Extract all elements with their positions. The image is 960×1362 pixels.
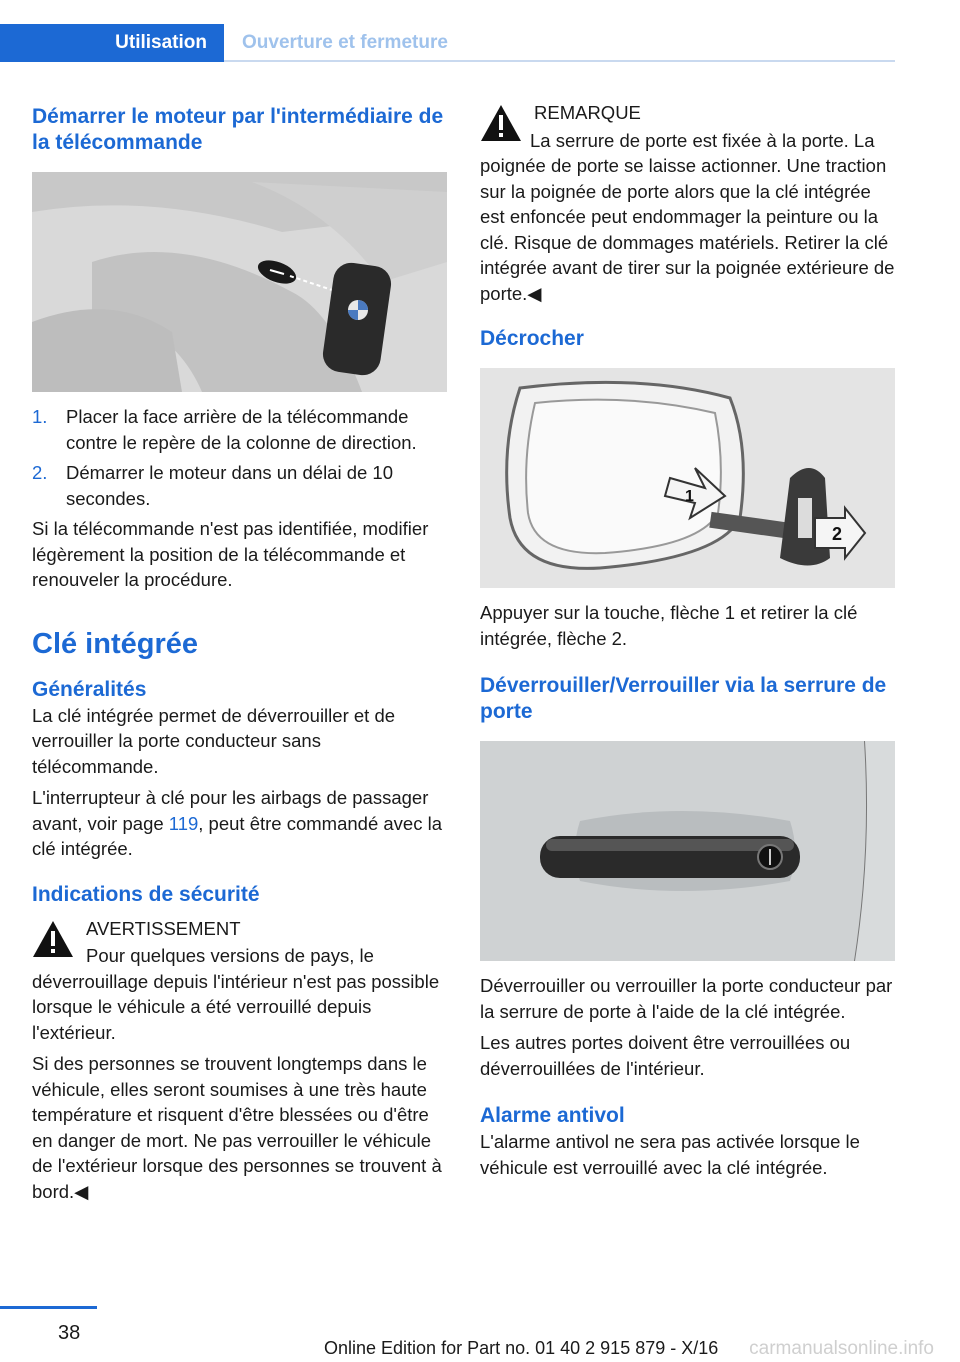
key-steering-column-illustration: [32, 172, 447, 392]
page-number: 38: [58, 1322, 81, 1344]
door-lock-figure: [480, 741, 895, 961]
detach-heading: Décrocher: [480, 327, 584, 350]
door-handle-illustration: [480, 741, 895, 961]
watermark: carmanualsonline.info: [749, 1338, 934, 1359]
arrow-label-2: 2: [832, 524, 843, 544]
list-item: 1. Placer la face arrière de la télécommande contre le repère de la colonne de direction.: [32, 406, 417, 453]
remark-label: REMARQUE: [534, 102, 641, 123]
integrated-key-heading: Clé intégrée: [32, 627, 198, 660]
remote-start-figure: [32, 172, 447, 392]
key-detach-illustration: [480, 368, 895, 588]
detach-paragraph: Appuyer sur la touche, flèche 1 et retirer la clé intégrée, flèche 2.: [480, 602, 858, 649]
warning-triangle-icon: [32, 920, 74, 958]
remote-start-heading: Démarrer le moteur par l'intermédiaire de la télécommande: [32, 105, 444, 154]
remark-block: [480, 100, 895, 306]
tab-utilisation[interactable]: Utilisation: [0, 24, 224, 62]
remark-text: La serrure de porte est fixée à la porte. La poignée de porte se laisse actionner. Une traction sur la poignée de porte alors que la clé intégrée est enfoncée peut endommager la peinture ou la clé. Risque de dommages matériels. Retirer la clé intégrée avant de tirer sur la poignée extérieure de porte.◀: [480, 129, 895, 304]
warning-block: [32, 916, 447, 1205]
warning-triangle-icon: [480, 104, 522, 142]
lock-paragraph-2: Les autres portes doivent être verrouillées ou déverrouillées de l'intérieur.: [480, 1032, 851, 1079]
left-column: [32, 100, 447, 1204]
general-paragraph: La clé intégrée permet de déverrouiller et de verrouiller la porte conducteur sans télécommande.: [32, 704, 396, 777]
warning-text-2: Si des personnes se trouvent longtemps dans le véhicule, elles seront soumises à une très haute température et risquent d'être blessées ou d'être en danger de mort. Ne pas verrouiller le véhicule de l'extérieur lorsque des personnes se trouvent à bord.◀: [32, 1053, 442, 1202]
airbag-paragraph: L'interrupteur à clé pour les airbags de passager avant, voir page 119, peut être commandé avec la clé intégrée.: [32, 787, 442, 859]
retry-paragraph: Si la télécommande n'est pas identifiée, modifier légèrement la position de la télécommande et renouveler la procédure.: [32, 518, 429, 590]
lock-paragraph-1: Déverrouiller ou verrouiller la porte conducteur par la serrure de porte à l'aide de la clé intégrée.: [480, 975, 893, 1022]
detach-figure: [480, 368, 895, 588]
footer-rule: [0, 1306, 97, 1309]
edition-text: Online Edition for Part no. 01 40 2 915 879 - X/16: [324, 1338, 719, 1358]
header-rule: [224, 60, 895, 62]
general-heading: Généralités: [32, 677, 147, 701]
tab-ouverture-fermeture[interactable]: Ouverture et fermeture: [242, 32, 448, 53]
arrow-label-1: 1: [685, 488, 694, 505]
right-column: [480, 100, 895, 1180]
alarm-paragraph: L'alarme antivol ne sera pas activée lorsque le véhicule est verrouillé avec la clé intégrée.: [480, 1131, 860, 1178]
warning-label: AVERTISSEMENT: [86, 917, 241, 939]
list-item: 2. Démarrer le moteur dans un délai de 10 secondes.: [32, 462, 394, 509]
page-link-119[interactable]: 119: [168, 812, 199, 834]
alarm-heading: Alarme antivol: [480, 1104, 625, 1127]
lock-heading: Déverrouiller/Verrouiller via la serrure de porte: [480, 674, 887, 723]
start-steps-list: [32, 404, 447, 511]
warning-text-1: Pour quelques versions de pays, le déverrouillage depuis l'intérieur n'est pas possible lorsque le véhicule a été verrouillé depuis l'extérieur.: [32, 945, 440, 1043]
safety-heading: Indications de sécurité: [32, 882, 260, 906]
